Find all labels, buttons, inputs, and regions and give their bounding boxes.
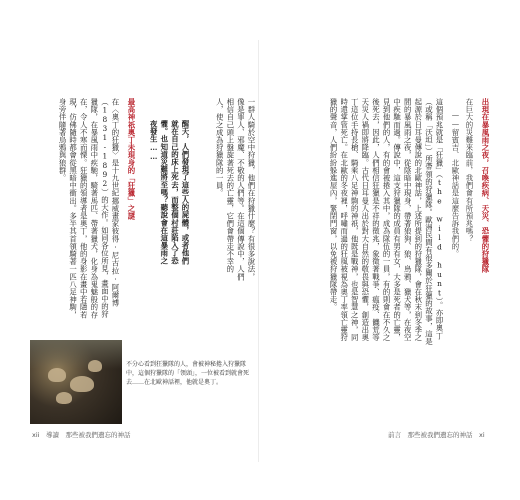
left-bold-paragraph: 醒天，人們發現了這些人的屍體，或者他們就在自己的床上死去，而整個村莊陷入了恐懼。也知道災難將至嗎？聽說會在這暴雨之夜發生…… xyxy=(149,120,190,265)
left-body-bottom: 在〈奧丁的狂獵〉是十九世紀挪威畫家彼得·尼古拉·阿爾博（1831-1892）的大作。如同各位所見，畫面中的狩獵隊，在暴風雨中疾馳，騎著馬匹、帶著獵犬，化身為鬼魅般的存在，令人不寒而慄。狂獵的領導者是奧丁，他的身影在畫中若隱若現，仿佛隨時都會從黑暗中衝出。多半其首領騎著一匹八足神駒，身旁伴隨著烏鴉與狼群。 xyxy=(58,98,120,319)
painting-figure xyxy=(70,376,94,392)
painting-figure xyxy=(56,392,72,404)
right-page xyxy=(266,40,490,462)
left-section-heading: 最高神祇奧丁未現身的「狂獵」之謎 xyxy=(127,98,136,220)
left-body-top: 一群人騎於空中狩獵，他們在狩獵什麼？有很多說法，像是罪人、邪魔、不敬的人們等。在這個傳說中，人們相信自己頭上盤旋著死去的亡靈，它們會帶走不幸的人，使之成為狩獵隊的一員。 xyxy=(215,98,256,281)
intro-question: 在巨大的災難來臨前，我們會有所預兆嗎？ xyxy=(465,98,474,243)
book-spread xyxy=(30,40,490,462)
painting-image xyxy=(30,340,122,424)
gutter xyxy=(258,40,259,462)
left-page xyxy=(30,40,256,462)
painting-figure xyxy=(48,368,66,382)
left-footer: xii 導讀 那些被我們遺忘的神話 xyxy=(32,431,131,439)
painting-caption: 不分心看到狂獵隊的人，會被神秘捲入狩獵隊中，這個狩獵隊的「領頭」，一位被看到就會死去……在北歐神話裡，他就是奧丁。 xyxy=(126,361,250,386)
painting-sky xyxy=(30,340,122,369)
chapter-heading: 出現在暴風雨之夜，召喚疾病、天災、恐懼的狩獵隊 xyxy=(481,98,490,273)
right-body-text: 這個預兆就是「狂獵」（the wild hunt）。亦即奧丁（或稱「沃坦」）所帶領的狩獵隊。歐洲民間有很多關於狂獵的故事，這是起源於日耳曼傳說的北歐神話，上述所提到的狩獵隊，會在秋末到冬季之間的暴風雨之夜，從陰暗中現身，帶著狼狗、狼、鳥鴉、獵犬等，在夜空中疾馳而過。傳說中，這支狩獵隊的成員有男有女，大多是死者的亡靈，見到他們的人，有的會被捲入其中，成為隊伍的一員，有的則會在不久之後死去，因此，人們相信狂獵是不祥的徵兆，象徵著戰爭、瘟疫、饑荒等天災人禍即將降臨。古代日耳曼人出於對大自然的敬畏與恐懼，創造出奧丁這位手持長槍、騎乘八足神駒的神祇，他既是戰神，也是智慧之神，同時還掌管死亡。在北歐的冬夜裡，呼嘯而過的狂風被視為奧丁率領亡靈狩獵的聲音，人們紛紛躲進屋內，緊閉門窗，以免被狩獵隊帶走。 xyxy=(329,98,444,346)
intro-attribution: ——留賓吉、北歐神話是這麼告訴我們的。 xyxy=(451,110,460,258)
right-footer: 前言 那些被我們遺忘的神話 xi xyxy=(388,431,485,439)
painting-figure xyxy=(88,360,102,372)
